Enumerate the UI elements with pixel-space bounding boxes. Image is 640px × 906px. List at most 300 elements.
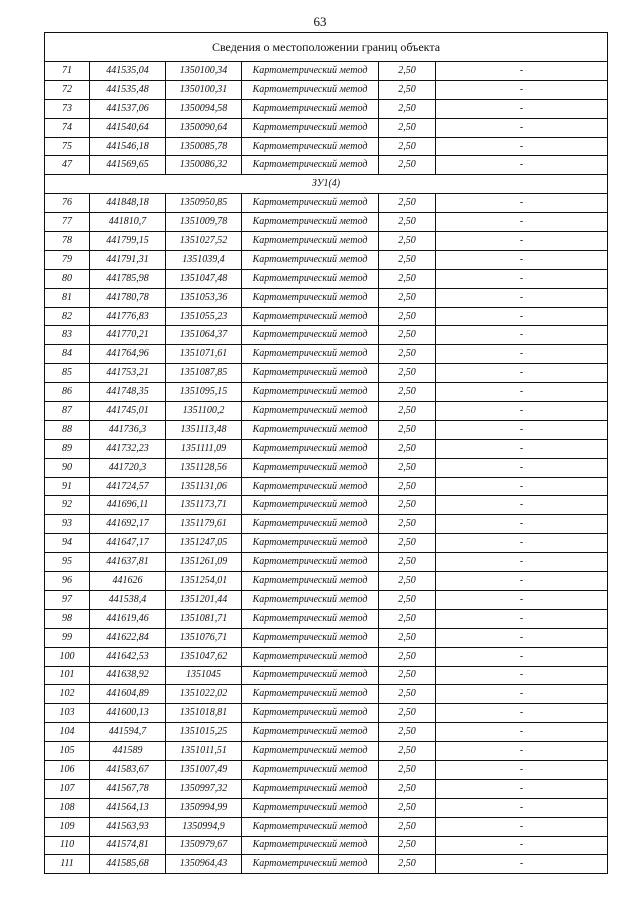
y-coordinate-cell: 1350085,78 <box>166 137 242 156</box>
description-cell: - <box>436 647 608 666</box>
description-cell: - <box>436 760 608 779</box>
method-cell: Картометрический метод <box>242 628 379 647</box>
description-cell: - <box>436 420 608 439</box>
description-cell: - <box>436 213 608 232</box>
x-coordinate-cell: 441791,31 <box>90 250 166 269</box>
y-coordinate-cell: 1351131,06 <box>166 477 242 496</box>
x-coordinate-cell: 441626 <box>90 572 166 591</box>
method-cell: Картометрический метод <box>242 647 379 666</box>
description-cell: - <box>436 364 608 383</box>
x-coordinate-cell: 441638,92 <box>90 666 166 685</box>
y-coordinate-cell: 1351113,48 <box>166 420 242 439</box>
accuracy-cell: 2,50 <box>379 553 436 572</box>
x-coordinate-cell: 441538,4 <box>90 590 166 609</box>
point-number-cell: 72 <box>45 80 90 99</box>
table-row <box>45 760 608 779</box>
y-coordinate-cell: 1351261,09 <box>166 553 242 572</box>
accuracy-cell: 2,50 <box>379 590 436 609</box>
method-cell: Картометрический метод <box>242 194 379 213</box>
method-cell: Картометрический метод <box>242 118 379 137</box>
y-coordinate-cell: 1351018,81 <box>166 704 242 723</box>
x-coordinate-cell: 441564,13 <box>90 798 166 817</box>
y-coordinate-cell: 1351111,09 <box>166 439 242 458</box>
y-coordinate-cell: 1351254,01 <box>166 572 242 591</box>
x-coordinate-cell: 441770,21 <box>90 326 166 345</box>
accuracy-cell: 2,50 <box>379 855 436 874</box>
method-cell: Картометрический метод <box>242 80 379 99</box>
table-row <box>45 704 608 723</box>
point-number-cell: 75 <box>45 137 90 156</box>
table-row <box>45 307 608 326</box>
point-number-cell: 74 <box>45 118 90 137</box>
accuracy-cell: 2,50 <box>379 572 436 591</box>
method-cell: Картометрический метод <box>242 836 379 855</box>
method-cell: Картометрический метод <box>242 250 379 269</box>
accuracy-cell: 2,50 <box>379 760 436 779</box>
table-row <box>45 232 608 251</box>
method-cell: Картометрический метод <box>242 817 379 836</box>
x-coordinate-cell: 441692,17 <box>90 515 166 534</box>
point-number-cell: 108 <box>45 798 90 817</box>
accuracy-cell: 2,50 <box>379 742 436 761</box>
x-coordinate-cell: 441745,01 <box>90 402 166 421</box>
x-coordinate-cell: 441622,84 <box>90 628 166 647</box>
accuracy-cell: 2,50 <box>379 458 436 477</box>
accuracy-cell: 2,50 <box>379 798 436 817</box>
x-coordinate-cell: 441567,78 <box>90 779 166 798</box>
x-coordinate-cell: 441780,78 <box>90 288 166 307</box>
accuracy-cell: 2,50 <box>379 477 436 496</box>
method-cell: Картометрический метод <box>242 99 379 118</box>
point-number-cell: 83 <box>45 326 90 345</box>
table-row <box>45 817 608 836</box>
table-row <box>45 288 608 307</box>
accuracy-cell: 2,50 <box>379 118 436 137</box>
y-coordinate-cell: 1351053,36 <box>166 288 242 307</box>
accuracy-cell: 2,50 <box>379 420 436 439</box>
method-cell: Картометрический метод <box>242 553 379 572</box>
table-row <box>45 156 608 175</box>
method-cell: Картометрический метод <box>242 855 379 874</box>
point-number-cell: 94 <box>45 534 90 553</box>
accuracy-cell: 2,50 <box>379 723 436 742</box>
point-number-cell: 92 <box>45 496 90 515</box>
y-coordinate-cell: 1351128,56 <box>166 458 242 477</box>
x-coordinate-cell: 441732,23 <box>90 439 166 458</box>
point-number-cell: 93 <box>45 515 90 534</box>
description-cell: - <box>436 269 608 288</box>
table-row <box>45 80 608 99</box>
point-number-cell: 103 <box>45 704 90 723</box>
point-number-cell: 91 <box>45 477 90 496</box>
point-number-cell: 101 <box>45 666 90 685</box>
method-cell: Картометрический метод <box>242 496 379 515</box>
accuracy-cell: 2,50 <box>379 515 436 534</box>
table-row <box>45 628 608 647</box>
table-row <box>45 534 608 553</box>
table-row <box>45 62 608 81</box>
method-cell: Картометрический метод <box>242 288 379 307</box>
x-coordinate-cell: 441642,53 <box>90 647 166 666</box>
description-cell: - <box>436 817 608 836</box>
point-number-cell: 80 <box>45 269 90 288</box>
y-coordinate-cell: 1351011,51 <box>166 742 242 761</box>
description-cell: - <box>436 590 608 609</box>
table-row <box>45 685 608 704</box>
method-cell: Картометрический метод <box>242 439 379 458</box>
table-row <box>45 836 608 855</box>
x-coordinate-cell: 441569,65 <box>90 156 166 175</box>
y-coordinate-cell: 1350100,34 <box>166 62 242 81</box>
table-row <box>45 515 608 534</box>
accuracy-cell: 2,50 <box>379 402 436 421</box>
table-row <box>45 742 608 761</box>
table-row <box>45 99 608 118</box>
accuracy-cell: 2,50 <box>379 704 436 723</box>
table-row <box>45 250 608 269</box>
x-coordinate-cell: 441619,46 <box>90 609 166 628</box>
accuracy-cell: 2,50 <box>379 609 436 628</box>
description-cell: - <box>436 685 608 704</box>
description-cell: - <box>436 628 608 647</box>
method-cell: Картометрический метод <box>242 723 379 742</box>
description-cell: - <box>436 402 608 421</box>
accuracy-cell: 2,50 <box>379 836 436 855</box>
description-cell: - <box>436 496 608 515</box>
table-row <box>45 269 608 288</box>
table-row <box>45 666 608 685</box>
x-coordinate-cell: 441600,13 <box>90 704 166 723</box>
y-coordinate-cell: 1351064,37 <box>166 326 242 345</box>
accuracy-cell: 2,50 <box>379 269 436 288</box>
description-cell: - <box>436 572 608 591</box>
y-coordinate-cell: 1350950,85 <box>166 194 242 213</box>
accuracy-cell: 2,50 <box>379 288 436 307</box>
y-coordinate-cell: 1351173,71 <box>166 496 242 515</box>
description-cell: - <box>436 534 608 553</box>
accuracy-cell: 2,50 <box>379 383 436 402</box>
method-cell: Картометрический метод <box>242 232 379 251</box>
y-coordinate-cell: 1351015,25 <box>166 723 242 742</box>
table-row <box>45 213 608 232</box>
x-coordinate-cell: 441736,3 <box>90 420 166 439</box>
table-row <box>45 723 608 742</box>
method-cell: Картометрический метод <box>242 666 379 685</box>
method-cell: Картометрический метод <box>242 590 379 609</box>
point-number-cell: 86 <box>45 383 90 402</box>
table-row <box>45 458 608 477</box>
accuracy-cell: 2,50 <box>379 496 436 515</box>
y-coordinate-cell: 1351247,05 <box>166 534 242 553</box>
method-cell: Картометрический метод <box>242 269 379 288</box>
section-row <box>45 175 608 194</box>
description-cell: - <box>436 836 608 855</box>
accuracy-cell: 2,50 <box>379 779 436 798</box>
x-coordinate-cell: 441753,21 <box>90 364 166 383</box>
x-coordinate-cell: 441594,7 <box>90 723 166 742</box>
point-number-cell: 99 <box>45 628 90 647</box>
y-coordinate-cell: 1351027,52 <box>166 232 242 251</box>
x-coordinate-cell: 441563,93 <box>90 817 166 836</box>
table-row <box>45 402 608 421</box>
y-coordinate-cell: 1351045 <box>166 666 242 685</box>
method-cell: Картометрический метод <box>242 704 379 723</box>
description-cell: - <box>436 477 608 496</box>
x-coordinate-cell: 441799,15 <box>90 232 166 251</box>
x-coordinate-cell: 441720,3 <box>90 458 166 477</box>
x-coordinate-cell: 441585,68 <box>90 855 166 874</box>
method-cell: Картометрический метод <box>242 798 379 817</box>
accuracy-cell: 2,50 <box>379 307 436 326</box>
x-coordinate-cell: 441764,96 <box>90 345 166 364</box>
point-number-cell: 107 <box>45 779 90 798</box>
y-coordinate-cell: 1350979,67 <box>166 836 242 855</box>
table-row <box>45 855 608 874</box>
y-coordinate-cell: 1351179,61 <box>166 515 242 534</box>
method-cell: Картометрический метод <box>242 458 379 477</box>
description-cell: - <box>436 118 608 137</box>
x-coordinate-cell: 441546,18 <box>90 137 166 156</box>
y-coordinate-cell: 1350090,64 <box>166 118 242 137</box>
description-cell: - <box>436 798 608 817</box>
description-cell: - <box>436 704 608 723</box>
boundary-coordinates-table <box>44 32 608 874</box>
method-cell: Картометрический метод <box>242 326 379 345</box>
table-row <box>45 798 608 817</box>
y-coordinate-cell: 1351201,44 <box>166 590 242 609</box>
point-number-cell: 76 <box>45 194 90 213</box>
point-number-cell: 95 <box>45 553 90 572</box>
point-number-cell: 84 <box>45 345 90 364</box>
y-coordinate-cell: 1351071,61 <box>166 345 242 364</box>
point-number-cell: 89 <box>45 439 90 458</box>
point-number-cell: 87 <box>45 402 90 421</box>
description-cell: - <box>436 723 608 742</box>
method-cell: Картометрический метод <box>242 779 379 798</box>
description-cell: - <box>436 855 608 874</box>
point-number-cell: 98 <box>45 609 90 628</box>
description-cell: - <box>436 609 608 628</box>
method-cell: Картометрический метод <box>242 572 379 591</box>
table-row <box>45 553 608 572</box>
description-cell: - <box>436 80 608 99</box>
accuracy-cell: 2,50 <box>379 99 436 118</box>
x-coordinate-cell: 441724,57 <box>90 477 166 496</box>
point-number-cell: 73 <box>45 99 90 118</box>
table-title: Сведения о местоположении границ объекта <box>45 33 608 62</box>
accuracy-cell: 2,50 <box>379 345 436 364</box>
point-number-cell: 90 <box>45 458 90 477</box>
description-cell: - <box>436 742 608 761</box>
description-cell: - <box>436 99 608 118</box>
accuracy-cell: 2,50 <box>379 156 436 175</box>
y-coordinate-cell: 1351022,02 <box>166 685 242 704</box>
table-row <box>45 439 608 458</box>
description-cell: - <box>436 137 608 156</box>
method-cell: Картометрический метод <box>242 62 379 81</box>
description-cell: - <box>436 288 608 307</box>
description-cell: - <box>436 232 608 251</box>
table-row <box>45 345 608 364</box>
table-body <box>45 33 608 874</box>
accuracy-cell: 2,50 <box>379 250 436 269</box>
table-row <box>45 496 608 515</box>
method-cell: Картометрический метод <box>242 609 379 628</box>
y-coordinate-cell: 1350997,32 <box>166 779 242 798</box>
accuracy-cell: 2,50 <box>379 232 436 251</box>
point-number-cell: 79 <box>45 250 90 269</box>
y-coordinate-cell: 1350100,31 <box>166 80 242 99</box>
description-cell: - <box>436 383 608 402</box>
table-row <box>45 194 608 213</box>
description-cell: - <box>436 194 608 213</box>
table-row <box>45 383 608 402</box>
y-coordinate-cell: 1350994,9 <box>166 817 242 836</box>
y-coordinate-cell: 1350086,32 <box>166 156 242 175</box>
table-row <box>45 590 608 609</box>
accuracy-cell: 2,50 <box>379 364 436 383</box>
x-coordinate-cell: 441583,67 <box>90 760 166 779</box>
method-cell: Картометрический метод <box>242 742 379 761</box>
description-cell: - <box>436 156 608 175</box>
y-coordinate-cell: 1351009,78 <box>166 213 242 232</box>
x-coordinate-cell: 441696,11 <box>90 496 166 515</box>
accuracy-cell: 2,50 <box>379 213 436 232</box>
table-row <box>45 647 608 666</box>
point-number-cell: 96 <box>45 572 90 591</box>
method-cell: Картометрический метод <box>242 402 379 421</box>
point-number-cell: 77 <box>45 213 90 232</box>
x-coordinate-cell: 441748,35 <box>90 383 166 402</box>
description-cell: - <box>436 345 608 364</box>
table-row <box>45 572 608 591</box>
table-row <box>45 420 608 439</box>
point-number-cell: 110 <box>45 836 90 855</box>
accuracy-cell: 2,50 <box>379 80 436 99</box>
table-title-row <box>45 33 608 62</box>
y-coordinate-cell: 1351047,62 <box>166 647 242 666</box>
description-cell: - <box>436 250 608 269</box>
y-coordinate-cell: 1351081,71 <box>166 609 242 628</box>
x-coordinate-cell: 441589 <box>90 742 166 761</box>
point-number-cell: 82 <box>45 307 90 326</box>
point-number-cell: 104 <box>45 723 90 742</box>
method-cell: Картометрический метод <box>242 213 379 232</box>
method-cell: Картометрический метод <box>242 534 379 553</box>
point-number-cell: 100 <box>45 647 90 666</box>
table-row <box>45 364 608 383</box>
table-row <box>45 477 608 496</box>
accuracy-cell: 2,50 <box>379 647 436 666</box>
method-cell: Картометрический метод <box>242 137 379 156</box>
method-cell: Картометрический метод <box>242 156 379 175</box>
method-cell: Картометрический метод <box>242 515 379 534</box>
description-cell: - <box>436 307 608 326</box>
y-coordinate-cell: 1350094,58 <box>166 99 242 118</box>
point-number-cell: 81 <box>45 288 90 307</box>
point-number-cell: 97 <box>45 590 90 609</box>
x-coordinate-cell: 441637,81 <box>90 553 166 572</box>
point-number-cell: 47 <box>45 156 90 175</box>
table-row <box>45 137 608 156</box>
table-row <box>45 609 608 628</box>
y-coordinate-cell: 1351095,15 <box>166 383 242 402</box>
accuracy-cell: 2,50 <box>379 534 436 553</box>
x-coordinate-cell: 441535,48 <box>90 80 166 99</box>
description-cell: - <box>436 779 608 798</box>
point-number-cell: 85 <box>45 364 90 383</box>
table-row <box>45 779 608 798</box>
description-cell: - <box>436 439 608 458</box>
y-coordinate-cell: 1350994,99 <box>166 798 242 817</box>
x-coordinate-cell: 441810,7 <box>90 213 166 232</box>
x-coordinate-cell: 441647,17 <box>90 534 166 553</box>
accuracy-cell: 2,50 <box>379 137 436 156</box>
accuracy-cell: 2,50 <box>379 666 436 685</box>
x-coordinate-cell: 441604,89 <box>90 685 166 704</box>
x-coordinate-cell: 441537,06 <box>90 99 166 118</box>
accuracy-cell: 2,50 <box>379 326 436 345</box>
x-coordinate-cell: 441776,83 <box>90 307 166 326</box>
accuracy-cell: 2,50 <box>379 194 436 213</box>
page-number: 63 <box>313 14 327 29</box>
y-coordinate-cell: 1351087,85 <box>166 364 242 383</box>
method-cell: Картометрический метод <box>242 477 379 496</box>
method-cell: Картометрический метод <box>242 364 379 383</box>
method-cell: Картометрический метод <box>242 420 379 439</box>
accuracy-cell: 2,50 <box>379 439 436 458</box>
description-cell: - <box>436 458 608 477</box>
point-number-cell: 111 <box>45 855 90 874</box>
x-coordinate-cell: 441785,98 <box>90 269 166 288</box>
method-cell: Картометрический метод <box>242 383 379 402</box>
description-cell: - <box>436 326 608 345</box>
accuracy-cell: 2,50 <box>379 685 436 704</box>
y-coordinate-cell: 1351055,23 <box>166 307 242 326</box>
table-row <box>45 118 608 137</box>
accuracy-cell: 2,50 <box>379 628 436 647</box>
table-row <box>45 326 608 345</box>
section-label: ЗУ1(4) <box>45 175 608 194</box>
point-number-cell: 102 <box>45 685 90 704</box>
point-number-cell: 106 <box>45 760 90 779</box>
method-cell: Картометрический метод <box>242 345 379 364</box>
accuracy-cell: 2,50 <box>379 62 436 81</box>
point-number-cell: 78 <box>45 232 90 251</box>
x-coordinate-cell: 441574,81 <box>90 836 166 855</box>
x-coordinate-cell: 441540,64 <box>90 118 166 137</box>
y-coordinate-cell: 1351039,4 <box>166 250 242 269</box>
y-coordinate-cell: 1351100,2 <box>166 402 242 421</box>
point-number-cell: 105 <box>45 742 90 761</box>
y-coordinate-cell: 1351076,71 <box>166 628 242 647</box>
method-cell: Картометрический метод <box>242 685 379 704</box>
method-cell: Картометрический метод <box>242 760 379 779</box>
accuracy-cell: 2,50 <box>379 817 436 836</box>
point-number-cell: 109 <box>45 817 90 836</box>
y-coordinate-cell: 1351007,49 <box>166 760 242 779</box>
x-coordinate-cell: 441848,18 <box>90 194 166 213</box>
method-cell: Картометрический метод <box>242 307 379 326</box>
description-cell: - <box>436 553 608 572</box>
y-coordinate-cell: 1351047,48 <box>166 269 242 288</box>
point-number-cell: 88 <box>45 420 90 439</box>
description-cell: - <box>436 515 608 534</box>
point-number-cell: 71 <box>45 62 90 81</box>
description-cell: - <box>436 62 608 81</box>
description-cell: - <box>436 666 608 685</box>
x-coordinate-cell: 441535,04 <box>90 62 166 81</box>
